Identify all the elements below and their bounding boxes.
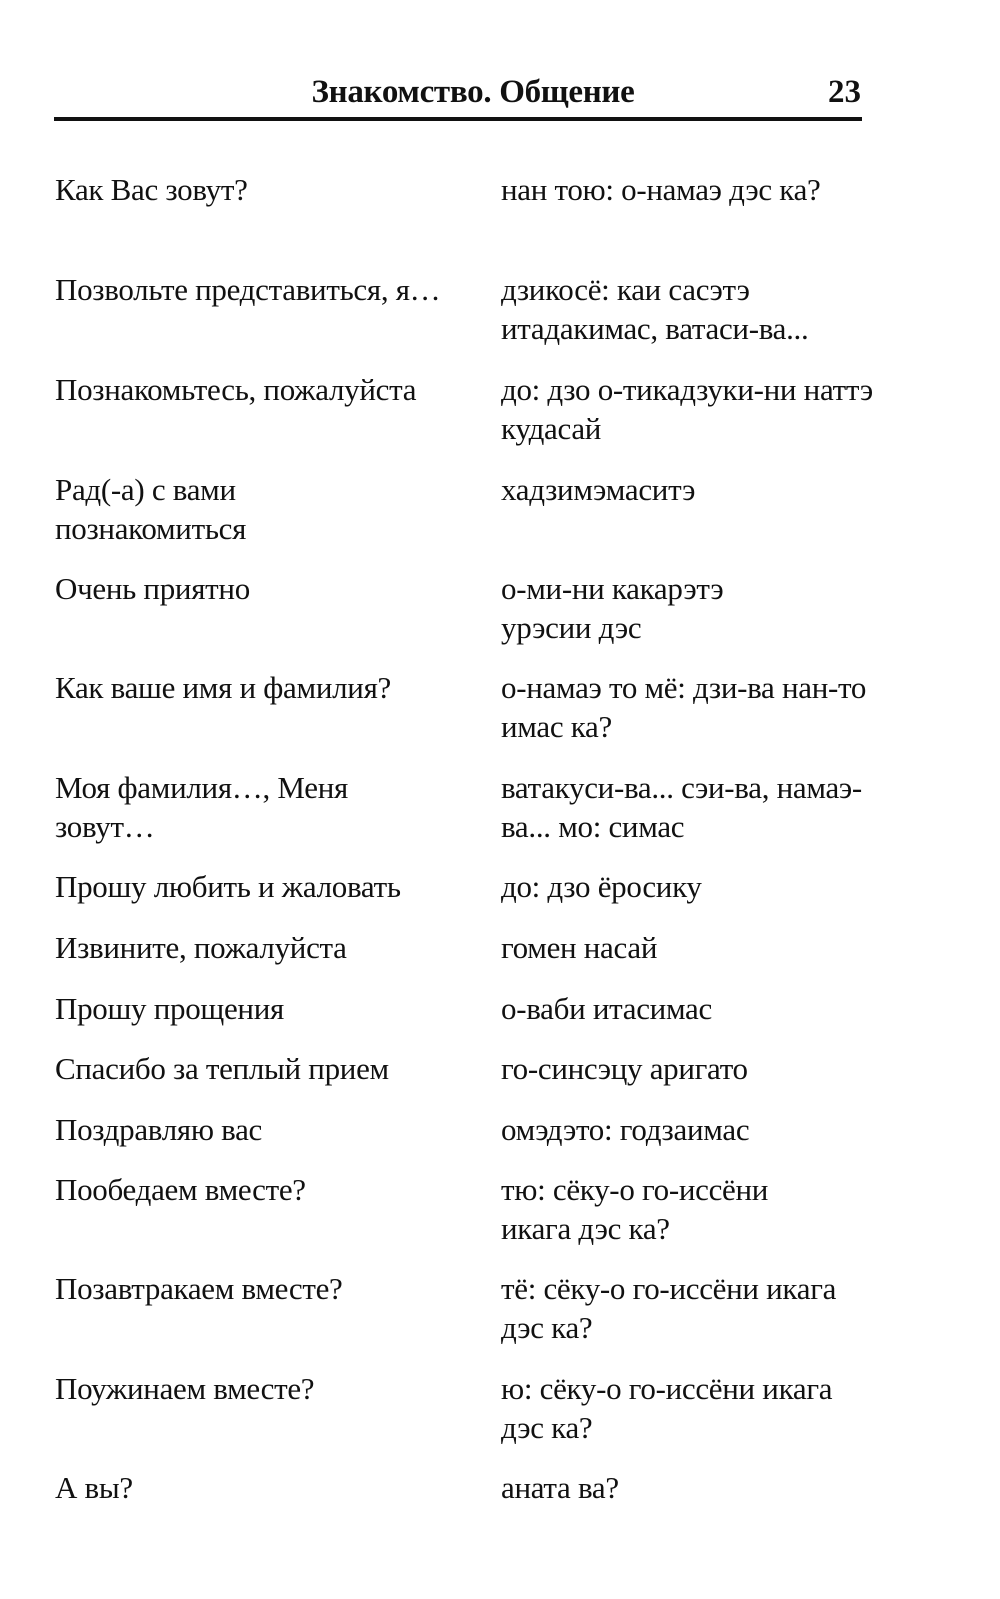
russian-phrase: Познакомьтесь, пожалуйста bbox=[55, 372, 417, 407]
russian-phrase: Поздравляю вас bbox=[55, 1112, 263, 1147]
russian-phrase: Рад(-а) с вами познакомиться bbox=[55, 472, 247, 546]
japanese-transliteration: дзикосё: каи сасэтэ итадакимас, ватаси-ва... bbox=[501, 272, 809, 346]
japanese-transliteration: о-намаэ то мё: дзи-ва нан-то имас ка? bbox=[501, 670, 867, 744]
japanese-transliteration: гомен насай bbox=[501, 930, 658, 965]
japanese-transliteration: тю: сёку-о го-иссёни икага дэс ка? bbox=[501, 1172, 769, 1246]
japanese-transliteration: тё: сёку-о го-иссёни икага дэс ка? bbox=[501, 1271, 837, 1345]
chapter-title: Знакомство. Общение bbox=[311, 74, 635, 110]
russian-phrase: Поужинаем вместе? bbox=[55, 1371, 315, 1406]
running-head bbox=[55, 70, 861, 114]
russian-phrase: Спасибо за теплый прием bbox=[55, 1051, 389, 1086]
russian-phrase: А вы? bbox=[55, 1470, 133, 1505]
russian-phrase: Как ваше имя и фамилия? bbox=[55, 670, 391, 705]
russian-phrase: Прошу любить и жаловать bbox=[55, 869, 401, 904]
russian-phrase: Пообедаем вместе? bbox=[55, 1172, 306, 1207]
page-number: 23 bbox=[828, 74, 861, 110]
japanese-transliteration: ватакуси-ва... сэи-ва, намаэ-ва... мо: симас bbox=[501, 770, 862, 844]
japanese-transliteration: ю: сёку-о го-иссёни икага дэс ка? bbox=[501, 1371, 833, 1445]
japanese-transliteration: о-ваби итасимас bbox=[501, 991, 712, 1026]
russian-phrase: Очень приятно bbox=[55, 571, 250, 606]
header-rule bbox=[54, 117, 862, 121]
russian-phrase: Позвольте представиться, я… bbox=[55, 272, 441, 307]
russian-phrase: Как Вас зовут? bbox=[55, 172, 248, 207]
japanese-transliteration: до: дзо о-тикадзуки-ни наттэ кудасай bbox=[501, 372, 873, 446]
japanese-transliteration: омэдэто: годзаимас bbox=[501, 1112, 750, 1147]
japanese-transliteration: хадзимэмаситэ bbox=[501, 472, 696, 507]
russian-phrase: Прошу прощения bbox=[55, 991, 284, 1026]
japanese-transliteration: нан тою: о-намаэ дэс ка? bbox=[501, 172, 821, 207]
russian-phrase: Моя фамилия…, Меня зовут… bbox=[55, 770, 348, 844]
russian-phrase: Позавтракаем вместе? bbox=[55, 1271, 343, 1306]
russian-phrase: Извините, пожалуйста bbox=[55, 930, 347, 965]
japanese-transliteration: го-синсэцу аригато bbox=[501, 1051, 748, 1086]
japanese-transliteration: до: дзо ёросику bbox=[501, 869, 702, 904]
japanese-transliteration: аната ва? bbox=[501, 1470, 619, 1505]
japanese-transliteration: о-ми-ни какарэтэ урэсии дэс bbox=[501, 571, 724, 645]
